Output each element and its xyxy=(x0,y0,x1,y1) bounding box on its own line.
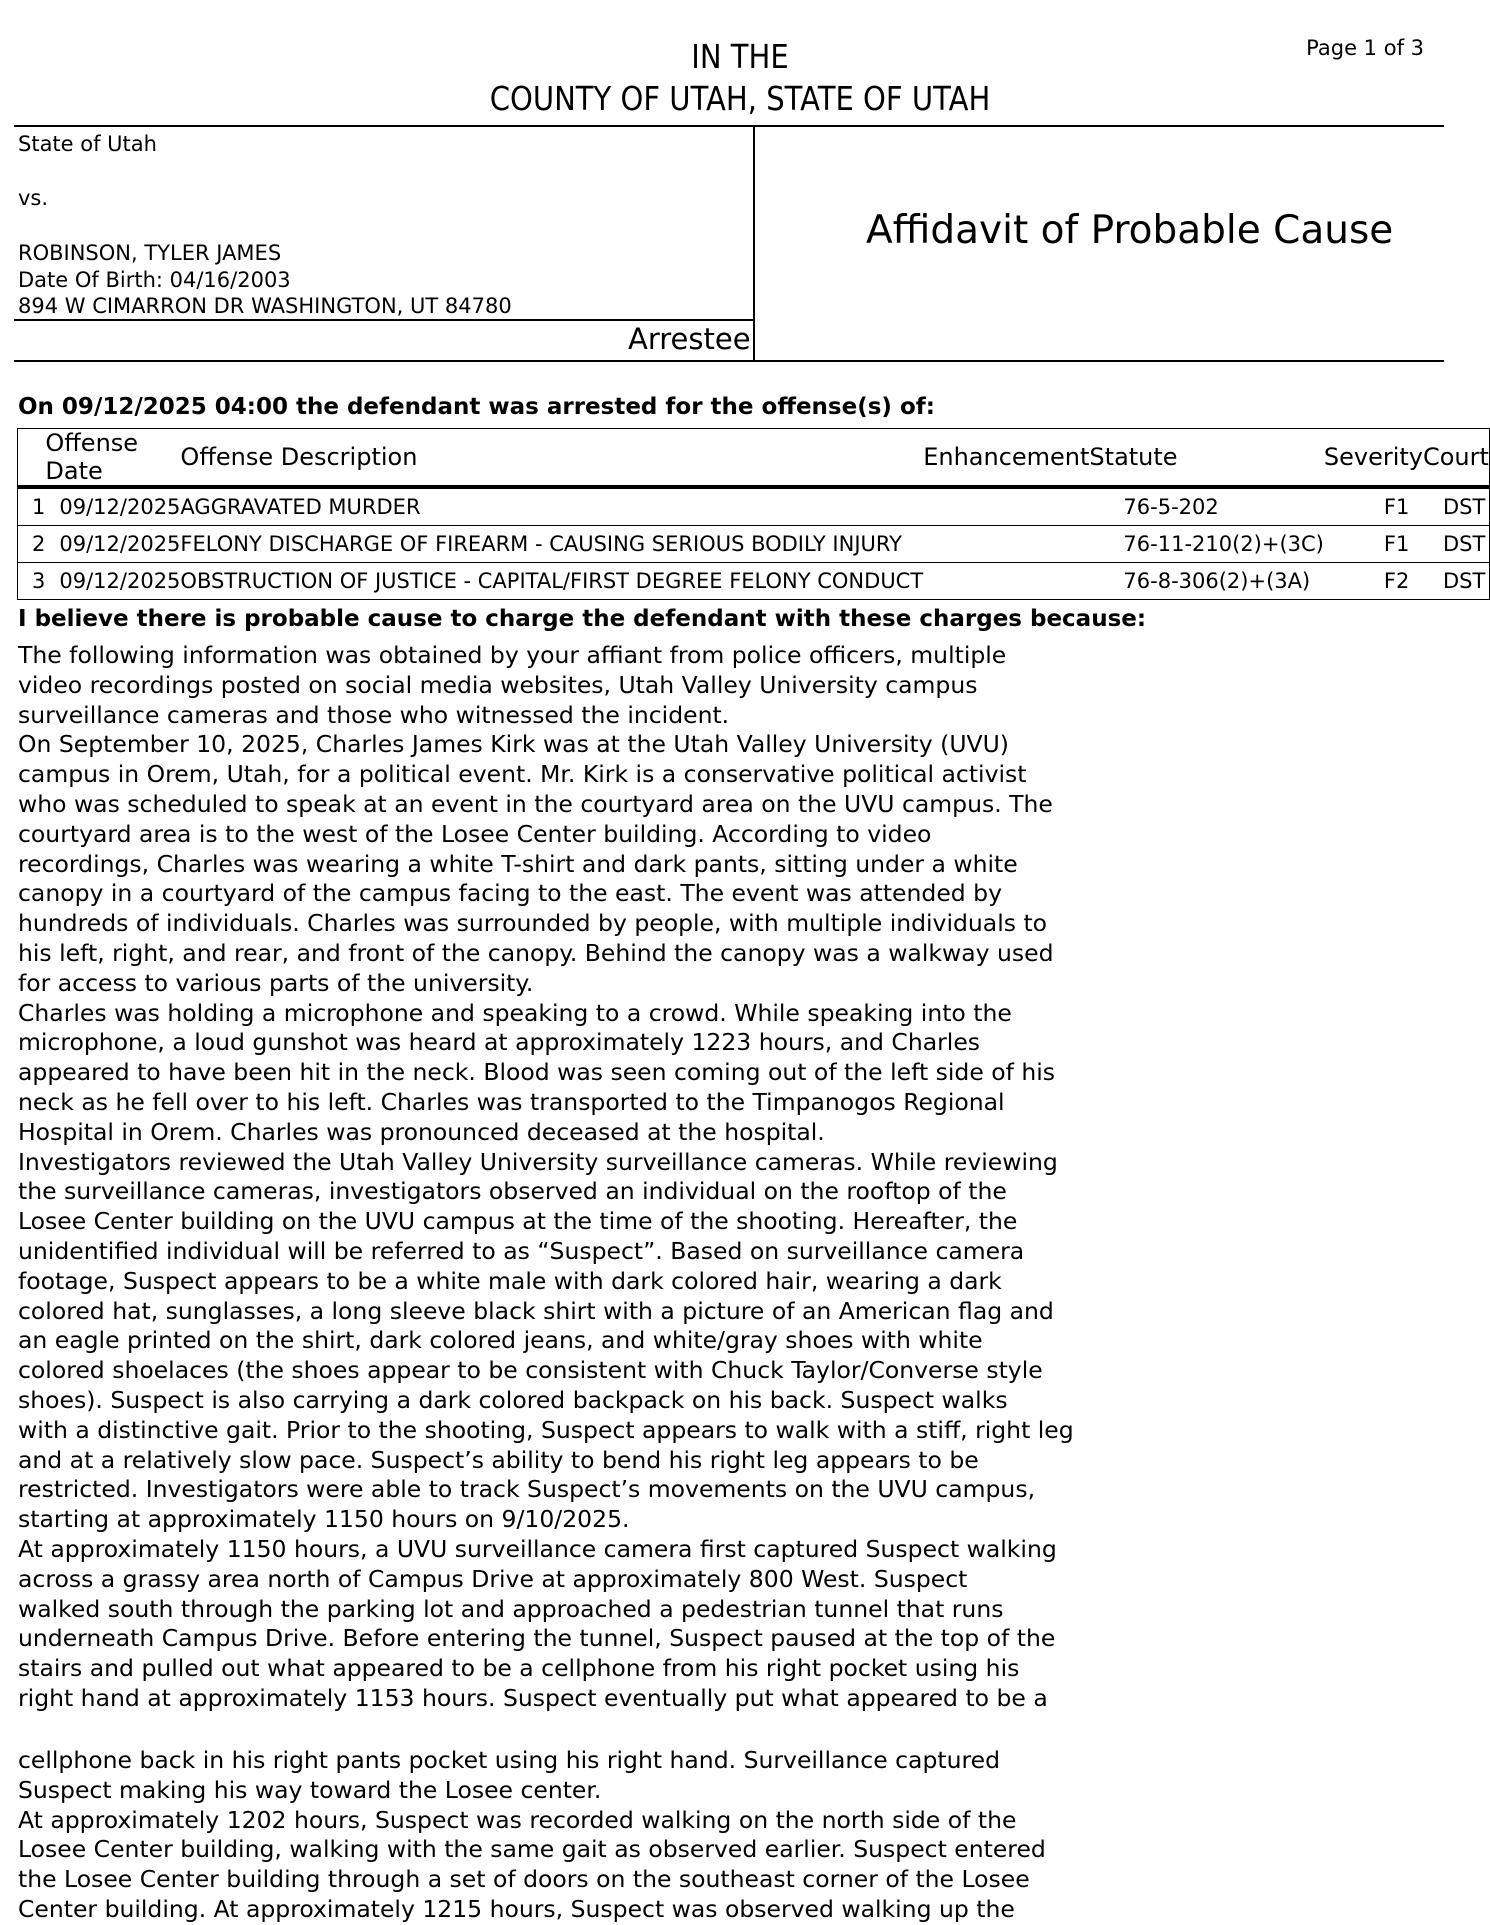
header-statute: Statute xyxy=(1089,429,1323,488)
narrative-line: stairs and pulled out what appeared to be a cellphone from his right pocket using his xyxy=(18,1654,1020,1683)
narrative-line: On September 10, 2025, Charles James Kirk was at the Utah Valley University (UVU) xyxy=(18,730,1009,759)
row-court: DST xyxy=(1423,526,1489,563)
row-date: 09/12/2025 xyxy=(45,563,180,600)
narrative-line: colored shoelaces (the shoes appear to be consistent with Chuck Taylor/Converse style xyxy=(18,1356,1043,1385)
narrative-line: the Losee Center building through a set of doors on the southeast corner of the Losee xyxy=(18,1865,1030,1894)
narrative-line: the surveillance cameras, investigators observed an individual on the rooftop of the xyxy=(18,1177,1007,1206)
probable-cause-heading: I believe there is probable cause to charge the defendant with these charges because: xyxy=(18,606,1147,632)
plaintiff: State of Utah xyxy=(18,132,157,156)
narrative-line: footage, Suspect appears to be a white male with dark colored hair, wearing a dark xyxy=(18,1266,1002,1295)
row-num: 3 xyxy=(18,563,46,600)
narrative-line: unidentified individual will be referred to as “Suspect”. Based on surveillance camera xyxy=(18,1236,1025,1265)
row-severity: F1 xyxy=(1324,487,1423,526)
narrative-line: The following information was obtained by your affiant from police officers, multiple xyxy=(18,641,1007,669)
header-offense-date: Offense Date xyxy=(45,429,180,488)
narrative-line: video recordings posted on social media websites, Utah Valley University campus xyxy=(18,670,978,699)
narrative-line: hundreds of individuals. Charles was surrounded by people, with multiple individuals to xyxy=(18,909,1048,938)
narrative-line: shoes). Suspect is also carrying a dark colored backpack on his back. Suspect walks xyxy=(18,1385,1008,1414)
row-statute: 76-8-306(2)+(3A) xyxy=(1089,563,1323,600)
narrative-line: Center building. At approximately 1215 hours, Suspect was observed walking up the xyxy=(18,1894,1015,1923)
narrative-line: courtyard area is to the west of the Losee Center building. According to video xyxy=(18,819,932,848)
offense-row xyxy=(18,526,1490,563)
narrative-line: surveillance cameras and those who witnessed the incident. xyxy=(18,700,730,729)
row-enhancement xyxy=(923,526,1089,563)
narrative-line: and at a relatively slow pace. Suspect’s ability to bend his right leg appears to be xyxy=(18,1445,979,1474)
caption-top-rule xyxy=(14,125,1444,127)
row-date: 09/12/2025 xyxy=(45,487,180,526)
narrative-line: with a distinctive gait. Prior to the shooting, Suspect appears to walk with a stiff, right leg xyxy=(18,1415,1074,1444)
narrative-line: right hand at approximately 1153 hours. Suspect eventually put what appeared to be a xyxy=(18,1683,1048,1712)
narrative-line: neck as he fell over to his left. Charles was transported to the Timpanogos Regional xyxy=(18,1087,1005,1116)
header-num xyxy=(18,429,46,488)
row-enhancement xyxy=(923,563,1089,600)
narrative-line: appeared to have been hit in the neck. Blood was seen coming out of the left side of his xyxy=(18,1058,1056,1087)
court-title xyxy=(89,36,1391,120)
narrative-line: an eagle printed on the shirt, dark colored jeans, and white/gray shoes with white xyxy=(18,1326,983,1355)
row-num: 1 xyxy=(18,487,46,526)
narrative-line: restricted. Investigators were able to track Suspect’s movements on the UVU campus, xyxy=(18,1475,1036,1504)
versus: vs. xyxy=(18,186,49,210)
row-statute: 76-11-210(2)+(3C) xyxy=(1089,526,1323,563)
narrative-line: walked south through the parking lot and approached a pedestrian tunnel that runs xyxy=(18,1594,1004,1623)
caption-bottom-rule xyxy=(14,360,1444,362)
offense-row xyxy=(18,563,1490,600)
row-severity: F1 xyxy=(1324,526,1423,563)
narrative-part1 xyxy=(18,641,1074,1714)
narrative-line: his left, right, and rear, and front of the canopy. Behind the canopy was a walkway used xyxy=(18,938,1054,967)
row-description: OBSTRUCTION OF JUSTICE - CAPITAL/FIRST DEGREE FELONY CONDUCT xyxy=(180,563,923,600)
row-court: DST xyxy=(1423,563,1489,600)
row-num: 2 xyxy=(18,526,46,563)
arrest-heading: On 09/12/2025 04:00 the defendant was arrested for the offense(s) of: xyxy=(18,394,935,420)
page-number: Page 1 of 3 xyxy=(1306,36,1424,60)
narrative-line: Investigators reviewed the Utah Valley University surveillance cameras. While reviewing xyxy=(18,1147,1058,1176)
narrative-line: who was scheduled to speak at an event in the courtyard area on the UVU campus. The xyxy=(18,789,1053,818)
narrative-line: campus in Orem, Utah, for a political event. Mr. Kirk is a conservative political activist xyxy=(18,760,1027,789)
row-statute: 76-5-202 xyxy=(1089,487,1323,526)
court-title-line2: COUNTY OF UTAH, STATE OF UTAH xyxy=(489,79,991,118)
narrative-line: Hospital in Orem. Charles was pronounced deceased at the hospital. xyxy=(18,1117,825,1146)
offense-table-header xyxy=(18,429,1490,488)
header-severity: Severity xyxy=(1324,429,1423,488)
narrative-line: At approximately 1202 hours, Suspect was recorded walking on the north side of the xyxy=(18,1805,1017,1834)
narrative-part2 xyxy=(18,1746,1046,1925)
row-description: FELONY DISCHARGE OF FIREARM - CAUSING SERIOUS BODILY INJURY xyxy=(180,526,923,563)
document-title: Affidavit of Probable Cause xyxy=(866,208,1394,253)
header-enhancement: Enhancement xyxy=(923,429,1089,488)
narrative-line: starting at approximately 1150 hours on 9/10/2025. xyxy=(18,1505,630,1534)
row-court: DST xyxy=(1423,487,1489,526)
narrative-line: underneath Campus Drive. Before entering the tunnel, Suspect paused at the top of the xyxy=(18,1624,1056,1653)
narrative-line: colored hat, sunglasses, a long sleeve black shirt with a picture of an American flag and xyxy=(18,1296,1054,1325)
offense-table xyxy=(17,428,1490,600)
narrative-line: for access to various parts of the university. xyxy=(18,968,534,997)
caption-divider xyxy=(753,126,755,361)
header-court: Court xyxy=(1423,429,1489,488)
arrestee-label: Arrestee xyxy=(628,322,751,356)
narrative-line: Losee Center building, walking with the same gait as observed earlier. Suspect entered xyxy=(18,1835,1046,1864)
defendant-name: ROBINSON, TYLER JAMES xyxy=(18,241,282,265)
narrative-line: canopy in a courtyard of the campus facing to the east. The event was attended by xyxy=(18,879,1002,908)
row-severity: F2 xyxy=(1324,563,1423,600)
defendant-dob: Date Of Birth: 04/16/2003 xyxy=(18,268,291,292)
header-offense-description: Offense Description xyxy=(180,429,923,488)
defendant-address: 894 W CIMARRON DR WASHINGTON, UT 84780 xyxy=(18,294,512,318)
row-enhancement xyxy=(923,487,1089,526)
narrative-line: across a grassy area north of Campus Drive at approximately 800 West. Suspect xyxy=(18,1564,968,1593)
narrative-line: cellphone back in his right pants pocket using his right hand. Surveillance captured xyxy=(18,1746,1000,1774)
narrative-line: microphone, a loud gunshot was heard at approximately 1223 hours, and Charles xyxy=(18,1028,981,1057)
row-description: AGGRAVATED MURDER xyxy=(180,487,923,526)
row-date: 09/12/2025 xyxy=(45,526,180,563)
narrative-line: Losee Center building on the UVU campus at the time of the shooting. Hereafter, the xyxy=(18,1207,1018,1236)
court-title-line1: IN THE xyxy=(691,37,789,76)
narrative-line: recordings, Charles was wearing a white T-shirt and dark pants, sitting under a white xyxy=(18,849,1018,878)
offense-row xyxy=(18,487,1490,526)
narrative-line: At approximately 1150 hours, a UVU surveillance camera first captured Suspect walking xyxy=(18,1534,1057,1563)
narrative-line: Suspect making his way toward the Losee center. xyxy=(18,1775,602,1804)
narrative-line: Charles was holding a microphone and speaking to a crowd. While speaking into the xyxy=(18,998,1012,1027)
